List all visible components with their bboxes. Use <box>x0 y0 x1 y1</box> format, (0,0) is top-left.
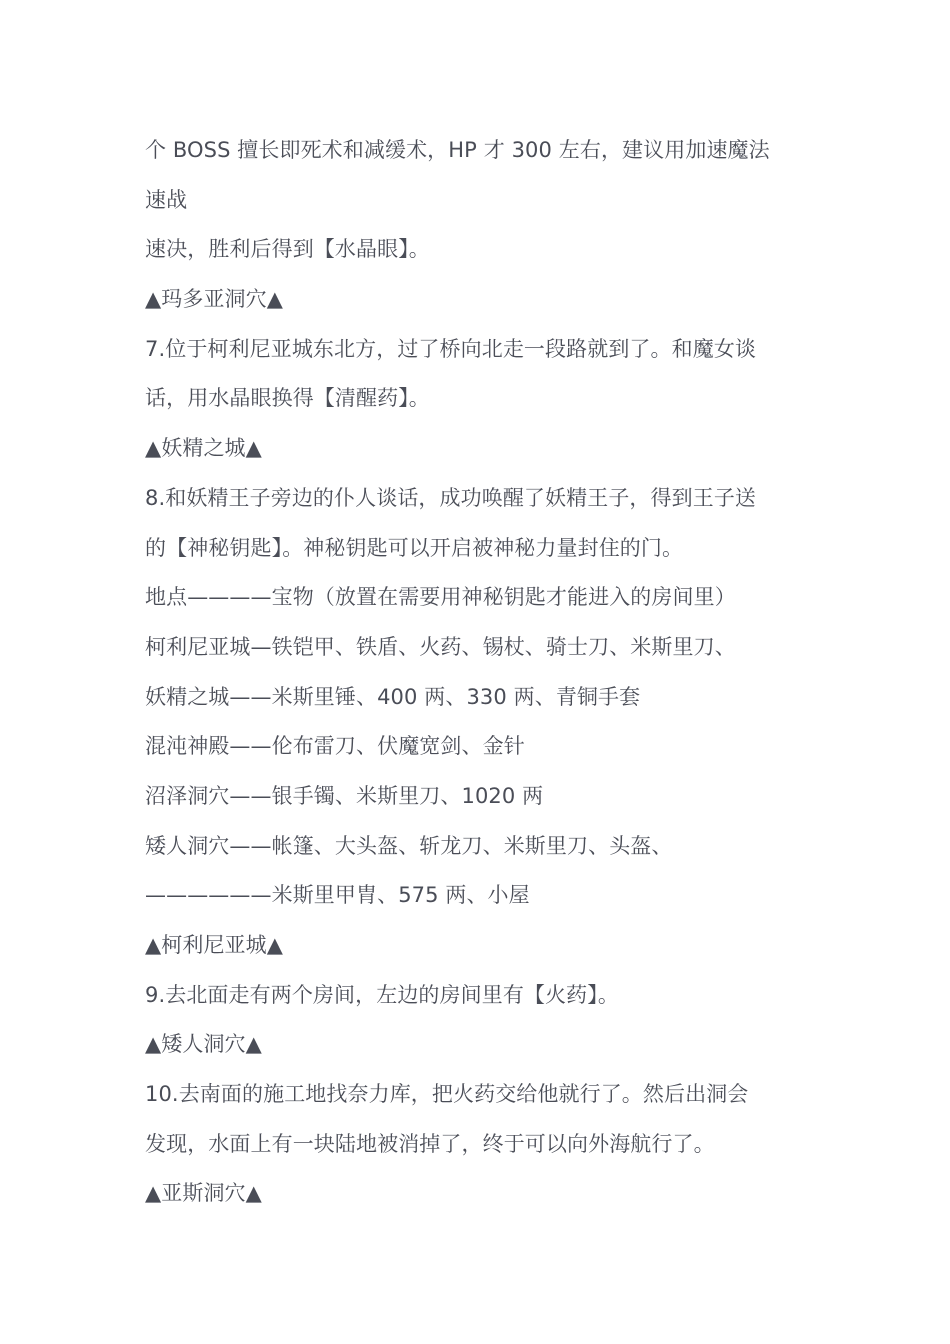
text-line: ——————米斯里甲胄、575 两、小屋 <box>145 883 530 908</box>
text-line: 混沌神殿——伦布雷刀、伏魔宽剑、金针 <box>145 734 525 759</box>
text-line: 地点————宝物（放置在需要用神秘钥匙才能进入的房间里） <box>145 585 736 610</box>
document-body <box>145 126 805 1219</box>
text-line: 矮人洞穴——帐篷、大头盔、斩龙刀、米斯里刀、头盔、 <box>145 833 673 858</box>
section-heading: ▲矮人洞穴▲ <box>145 1032 262 1057</box>
section-heading: ▲妖精之城▲ <box>145 436 262 461</box>
section-heading: ▲柯利尼亚城▲ <box>145 933 283 957</box>
text-line: 9.去北面走有两个房间，左边的房间里有【火药】。 <box>145 982 619 1007</box>
text-line: 妖精之城——米斯里锤、400 两、330 两、青铜手套 <box>145 684 641 709</box>
text-line: 个 BOSS 擅长即死术和减缓术，HP 才 300 左右，建议用加速魔法 <box>145 138 770 162</box>
section-heading: ▲玛多亚洞穴▲ <box>145 287 283 312</box>
text-line: 10.去南面的施工地找奈力库，把火药交给他就行了。然后出洞会 <box>145 1082 749 1107</box>
text-line: 速决，胜利后得到【水晶眼】。 <box>145 237 430 262</box>
text-line: 话，用水晶眼换得【清醒药】。 <box>145 386 430 411</box>
text-line: 7.位于柯利尼亚城东北方，过了桥向北走一段路就到了。和魔女谈 <box>145 336 757 361</box>
text-line: 8.和妖精王子旁边的仆人谈话，成功唤醒了妖精王子，得到王子送 <box>145 485 757 510</box>
text-line: 发现，水面上有一块陆地被消掉了，终于可以向外海航行了。 <box>145 1131 715 1156</box>
text-line: 的【神秘钥匙】。神秘钥匙可以开启被神秘力量封住的门。 <box>145 535 684 560</box>
text-line: 柯利尼亚城—铁铠甲、铁盾、火药、锡杖、骑士刀、米斯里刀、 <box>145 634 736 659</box>
text-line: 沼泽洞穴——银手镯、米斯里刀、1020 两 <box>145 783 544 808</box>
section-heading: ▲亚斯洞穴▲ <box>145 1181 262 1206</box>
text-line: 速战 <box>145 187 188 212</box>
